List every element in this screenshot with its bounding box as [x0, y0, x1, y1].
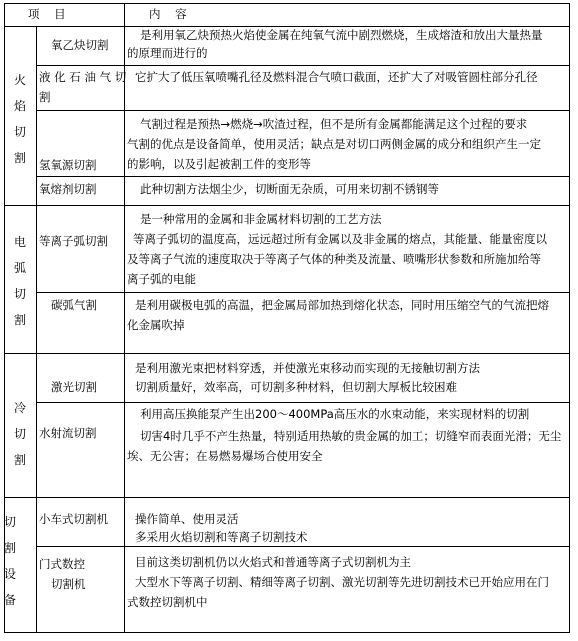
table-top-border: [4, 3, 570, 4]
cutting-methods-table: [4, 3, 570, 633]
row-label-gantry-cnc: 门式数控: [39, 557, 85, 571]
row-content-line: 离子弧的电能: [127, 272, 196, 286]
row-content-line: 等离子弧切的温度高，远远超过所有金属以及非金属的熔点，其能量、能量密度以: [133, 232, 547, 246]
table-right-border: [569, 3, 570, 633]
group-rule: [4, 205, 570, 206]
row-content-line: 气割过程是预热→燃烧→吹渣过程，但不是所有金属都能满足这个过程的要求: [140, 117, 528, 131]
row-content-line: 目前这类切割机仍以火焰式和普通等离子式切割机为主: [135, 555, 411, 569]
row-label-carbon-arc: 碳弧气割: [51, 298, 97, 312]
row-rule: [36, 292, 570, 293]
row-content-line: 切割质量好，效率高，可切割多种材料，但切割大厚板比较困难: [135, 380, 457, 394]
row-rule: [36, 65, 570, 66]
row-rule: [36, 110, 570, 111]
table-bottom-border: [4, 632, 570, 633]
row-label-gantry-cnc: 切割机: [51, 577, 86, 591]
row-content-line: 操作简单、使用灵活: [135, 512, 239, 526]
header-item: 项 目: [28, 7, 66, 21]
row-label-trolley-cutter: 小车式切割机: [39, 512, 108, 526]
row-label-hydrogen-oxygen: 氢氧源切割: [39, 158, 97, 172]
row-content-line: 是利用激光束把材料穿透，并使激光束移动而实现的无接触切割方法: [135, 361, 480, 375]
row-content-line: 多采用火焰切割和等离子切割技术: [135, 530, 308, 544]
group-label-cutting-equipment: 切 割 设 备: [4, 515, 17, 607]
row-label-water-jet: 水射流切割: [39, 426, 97, 440]
row-content-line: 它扩大了低压氧喷嘴孔径及燃料混合气喷口截面，还扩大了对吸管圆柱部分孔径: [135, 70, 538, 84]
row-content-line: 埃、无公害；在易燃易爆场合使用安全: [127, 449, 323, 463]
row-rule: [36, 402, 570, 403]
row-content-line: 此种切割方法烟尘少，切断面无杂质，可用来切割不锈钢等: [140, 182, 439, 196]
header-content: 内 容: [149, 7, 187, 21]
row-label-oxy-acetylene: 氧乙炔切割: [51, 38, 109, 52]
row-content-line: 式数控切割机中: [127, 595, 208, 609]
row-label-lpg: 割: [39, 90, 51, 104]
row-content-line: 气割的优点是设备简单，使用灵活；缺点是对切口两侧金属的成分和组织产生一定: [127, 137, 541, 151]
group-rule: [4, 497, 570, 498]
row-label-lpg: 液 化 石 油 气 切: [39, 70, 127, 84]
group-label-arc-cutting: 电 弧 切 割: [13, 235, 26, 327]
row-content-line: 的影响，以及引起被割工件的变形等: [127, 157, 311, 171]
row-content-line: 切害4时几乎不产生热量，特别适用热敏的贵金属的加工；切缝窄而表面光滑；无尘: [140, 429, 562, 443]
group-rule: [4, 353, 570, 354]
row-content-line: 的原理而进行的: [127, 46, 208, 60]
group-column-rule: [36, 26, 37, 633]
row-content-line: 是利用氧乙炔预热火焰使金属在纯氧气流中剧烈燃烧，生成熔渣和放出大量热量: [140, 28, 543, 42]
row-content-line: 化金属吹掉: [127, 318, 185, 332]
row-label-oxygen-flux: 氧熔剂切割: [39, 182, 97, 196]
row-content-line: 是一种常用的金属和非金属材料切割的工艺方法: [140, 212, 382, 226]
row-content-line: 大型水下等离子切割、精细等离子切割、激光切割等先进切割技术已开始应用在门: [135, 575, 549, 589]
row-rule: [36, 176, 570, 177]
item-column-rule: [124, 3, 125, 633]
row-content-line: 是利用碳极电弧的高温，把金属局部加热到熔化状态，同时用压缩空气的气流把熔: [135, 298, 549, 312]
group-label-cold-cutting: 冷 切 割: [13, 401, 26, 467]
row-label-laser: 激光切割: [51, 380, 97, 394]
row-label-plasma: 等离子弧切割: [39, 234, 108, 248]
row-content-line: 利用高压换能泵产生出200～400MPa高压水的水束动能，来实现材料的切割: [140, 407, 530, 421]
row-content-line: 及等离子气流的速度取决于等离子气体的种类及流量、喷嘴形状参数和所施加给等: [127, 252, 541, 266]
group-label-flame-cutting: 火 焰 切 割: [13, 73, 26, 165]
